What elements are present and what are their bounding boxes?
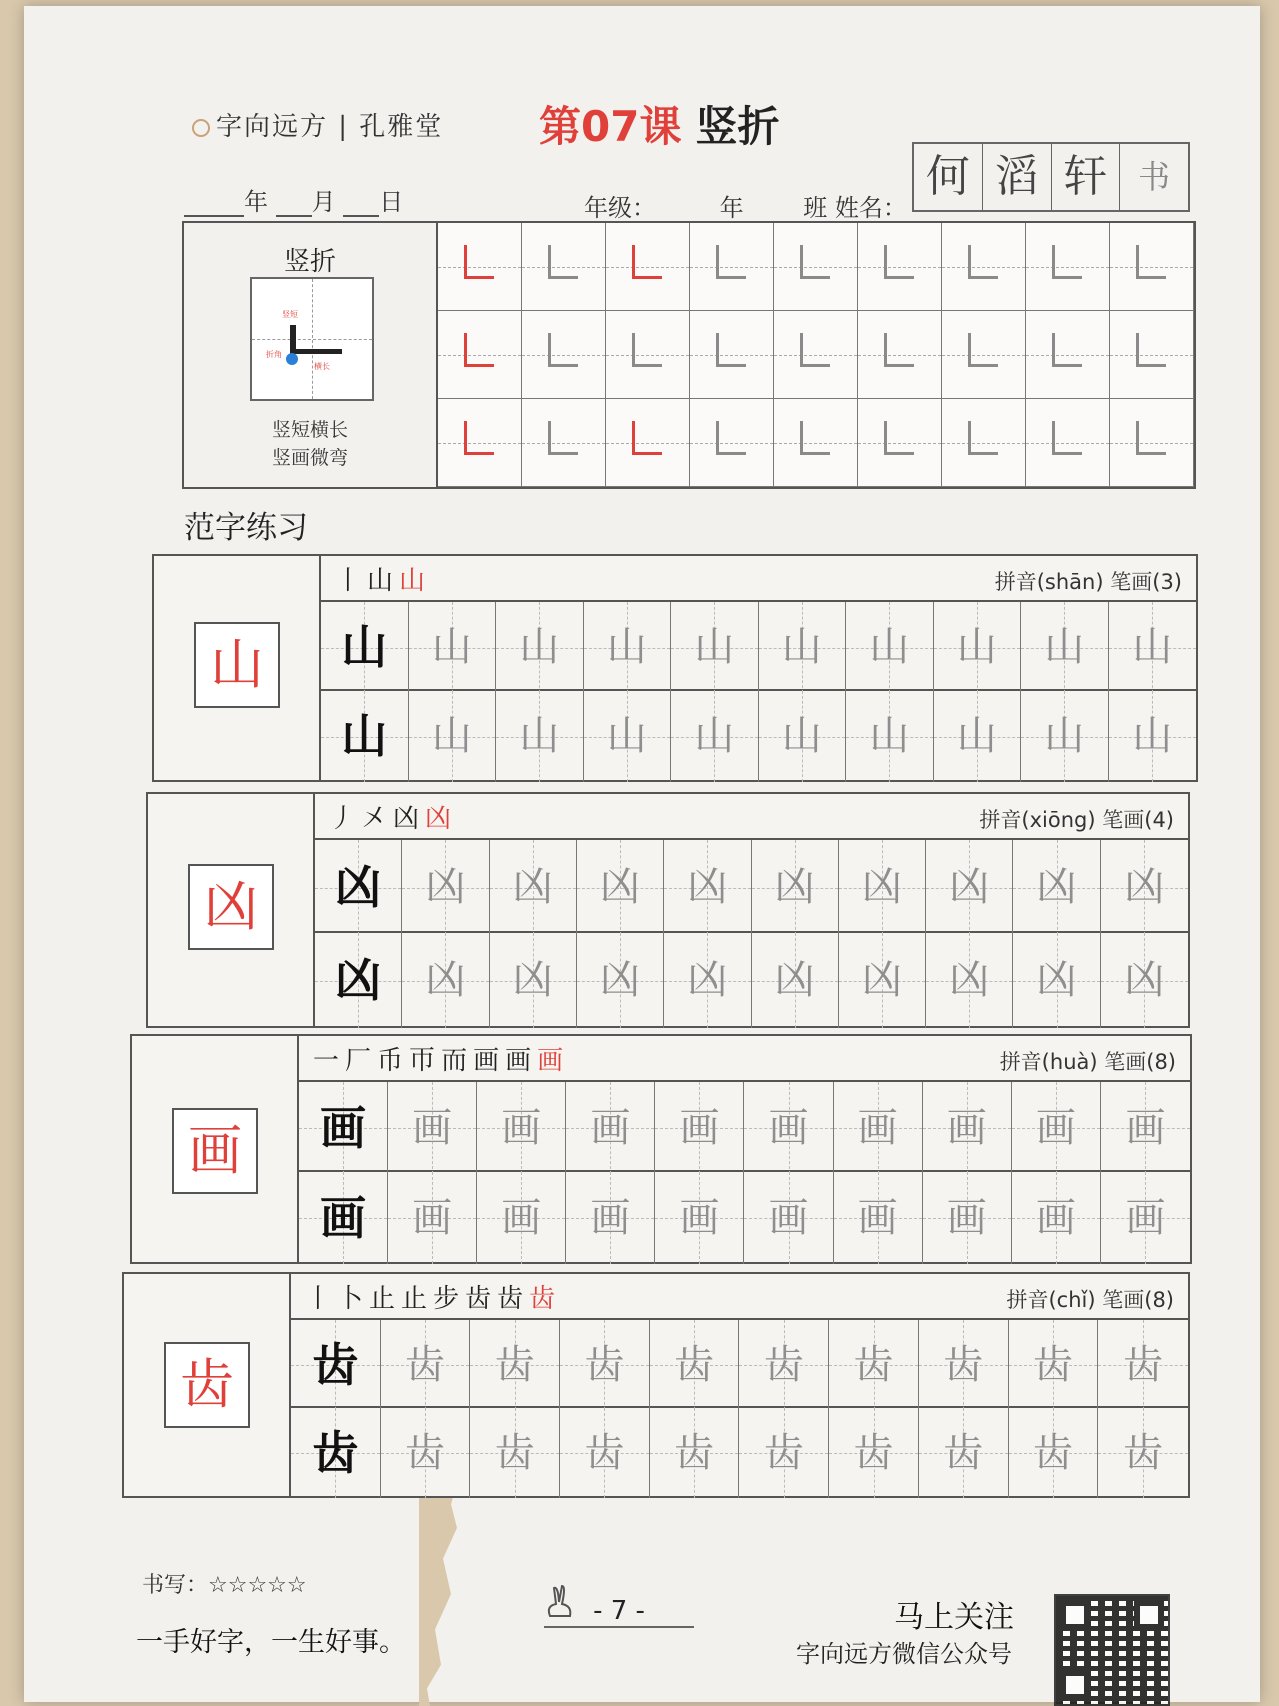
handwritten-char: 画 [679,1105,720,1151]
handwritten-char: 凶 [774,864,815,910]
handwritten-char: 齿 [405,1342,446,1388]
practice-row [291,1320,1188,1408]
practice-cell[interactable] [923,1082,1012,1174]
stroke-cell[interactable] [606,311,690,399]
practice-cell[interactable] [402,840,489,935]
practice-cell[interactable] [1021,691,1109,782]
handwritten-char: 山 [956,624,997,670]
stroke-order-step: 帀 [409,1046,442,1076]
handwritten-char: 凶 [861,957,902,1003]
stroke-cell[interactable] [1026,311,1110,399]
demo-label: 竖短 [282,310,298,319]
practice-cell[interactable] [671,691,759,782]
page-title [539,94,779,154]
stroke-count-label: 笔画(8) [1102,1288,1174,1312]
model-char-cell [315,933,402,1028]
practice-cell[interactable] [402,933,489,1028]
stroke-cell[interactable] [438,311,522,399]
stroke-order-step: 而 [441,1046,474,1076]
practice-cell[interactable] [1013,840,1100,935]
handwritten-char: 齿 [494,1430,535,1476]
model-panel [124,1274,291,1496]
handwritten-char: 山 [606,713,647,759]
stroke-cell[interactable] [522,311,606,399]
name-char: 书 [1138,158,1171,196]
practice-cell[interactable] [1101,1082,1190,1174]
practice-cell[interactable] [655,1082,744,1174]
pinyin-label: 拼音(huà) [999,1050,1098,1074]
handwritten-char: 齿 [1032,1430,1073,1476]
practice-cell[interactable] [381,1320,471,1410]
practice-cell[interactable] [744,1082,833,1174]
handwritten-char: 画 [946,1195,987,1241]
handwritten-char: 凶 [425,864,466,910]
stroke-order-step: 卜 [337,1284,370,1314]
practice-grid [299,1082,1190,1262]
practice-cell[interactable] [655,1172,744,1264]
model-character: 齿 [164,1342,250,1428]
practice-cell[interactable] [839,933,926,1028]
practice-grid [291,1320,1188,1496]
pinyin-label: 拼音(chǐ) [1006,1288,1096,1312]
stroke-order-step: 画 [537,1046,570,1076]
stroke-order-step: 山 [399,566,432,596]
stroke-cell[interactable] [858,223,942,311]
handwritten-char: 山 [694,713,735,759]
practice-cell[interactable] [388,1172,477,1264]
model-char: 凶 [335,953,382,1007]
stroke-cell[interactable] [1110,223,1194,311]
model-char-cell [315,840,402,935]
follow-label: 马上关注 [894,1600,1014,1635]
class-blank[interactable] [751,193,803,223]
handwritten-char: 凶 [861,864,902,910]
practice-cell[interactable] [834,1172,923,1264]
handwritten-char: 山 [431,624,472,670]
practice-cell[interactable] [1101,1172,1190,1264]
handwritten-char: 山 [1044,713,1085,759]
practice-cell[interactable] [934,691,1022,782]
stroke-cell[interactable] [942,223,1026,311]
char-meta [979,804,1174,834]
motto: 一手好字，一生好事。 [136,1627,406,1658]
stroke-order-step: 一 [313,1046,346,1076]
model-char-cell [291,1320,381,1410]
stroke-order-step: 丨 [335,566,368,596]
stroke-demo-grid [250,277,374,401]
practice-cell[interactable] [409,602,497,693]
practice-cell[interactable] [566,1082,655,1174]
handwritten-char: 画 [590,1105,631,1151]
horizontal-stroke [290,349,342,354]
handwritten-char: 凶 [512,864,553,910]
practice-cell[interactable] [752,840,839,935]
model-char-cell [291,1408,381,1498]
stroke-order-step: 币 [377,1046,410,1076]
practice-cell[interactable] [496,602,584,693]
model-character: 山 [194,622,280,708]
practice-cell[interactable] [1101,933,1188,1028]
qr-code-icon[interactable] [1054,1594,1170,1706]
stroke-cell[interactable] [606,223,690,311]
practice-cell[interactable] [1109,602,1197,693]
practice-cell[interactable] [829,1408,919,1498]
handwritten-char: 凶 [600,957,641,1003]
practice-cell[interactable] [846,602,934,693]
handwritten-char: 画 [1125,1105,1166,1151]
stroke-order [335,560,431,597]
model-char: 山 [341,620,388,674]
practice-cell[interactable] [490,933,577,1028]
practice-cell[interactable] [739,1320,829,1410]
handwritten-char: 凶 [687,957,728,1003]
stroke-cell[interactable] [690,311,774,399]
stroke-order-step: 齿 [529,1284,562,1314]
stroke-order-step: 厂 [345,1046,378,1076]
stroke-order [305,1278,561,1315]
handwritten-char: 画 [857,1195,898,1241]
stroke-cell[interactable] [858,399,942,487]
brand-text: 字向远方 | 孔雅堂 [216,112,444,142]
practice-cell[interactable] [650,1408,740,1498]
stroke-cell[interactable] [942,311,1026,399]
character-practice-block [122,1272,1190,1498]
practice-cell[interactable] [923,1172,1012,1264]
handwritten-char: 凶 [425,957,466,1003]
char-meta [1000,1046,1176,1076]
handwritten-char: 凶 [687,864,728,910]
worksheet-page [24,6,1260,1702]
year-label: 年 [244,188,268,216]
practice-cell[interactable] [834,1082,923,1174]
practice-cell[interactable] [560,1408,650,1498]
handwritten-char: 画 [1125,1195,1166,1241]
practice-cell[interactable] [919,1408,1009,1498]
practice-cell[interactable] [490,840,577,935]
stroke-cell[interactable] [522,223,606,311]
stroke-order-step: 凶 [425,804,458,834]
stroke-note: 竖短横长 [271,419,348,441]
grade-year-label: 年 [719,194,744,222]
model-char: 画 [320,1101,367,1155]
handwritten-char: 画 [679,1195,720,1241]
rating-stars[interactable]: 书写：☆☆☆☆☆ [142,1573,307,1598]
stroke-order-step: 齿 [497,1284,530,1314]
practice-cell[interactable] [1101,840,1188,935]
handwritten-char: 画 [768,1195,809,1241]
name-char: 何 [914,144,983,210]
practice-cell[interactable] [759,691,847,782]
practice-cell[interactable] [1021,602,1109,693]
practice-grid [321,602,1196,780]
class-name-label: 班 姓名： [803,194,907,222]
practice-cell[interactable] [926,840,1013,935]
stroke-demo-panel [184,223,438,487]
practice-cell[interactable] [584,602,672,693]
stroke-order-step: 画 [473,1046,506,1076]
handwritten-char: 齿 [763,1342,804,1388]
stroke-cell[interactable] [942,399,1026,487]
character-practice-block [152,554,1198,782]
day-blank[interactable] [343,187,379,217]
wechat-label: 字向远方微信公众号 [796,1640,1012,1668]
practice-row [315,933,1188,1026]
stroke-title: 竖折 [283,247,336,277]
pinyin-label: 拼音(shān) [994,570,1104,594]
practice-cell[interactable] [470,1320,560,1410]
practice-cell[interactable] [664,840,751,935]
model-char: 凶 [335,860,382,914]
practice-cell[interactable] [829,1320,919,1410]
model-character: 画 [172,1108,258,1194]
practice-grid [315,840,1188,1026]
stroke-order-step: 丿 [329,804,362,834]
stroke-order-step: 止 [401,1284,434,1314]
practice-cell[interactable] [381,1408,471,1498]
stroke-cell[interactable] [438,399,522,487]
stroke-count-label: 笔画(8) [1104,1050,1176,1074]
stroke-cell[interactable] [606,399,690,487]
stroke-order-step: 画 [505,1046,538,1076]
model-panel [148,794,315,1026]
handwritten-char: 画 [412,1195,453,1241]
stroke-cell[interactable] [1026,223,1110,311]
practice-cell[interactable] [846,691,934,782]
handwritten-char: 画 [501,1195,542,1241]
month-label: 月 [311,188,336,216]
block-header [291,1274,1188,1320]
stroke-name: 竖折 [695,102,780,151]
stroke-count-label: 笔画(3) [1110,570,1182,594]
page-number: - 7 - [544,1596,694,1628]
practice-cell[interactable] [409,691,497,782]
stroke-practice-panel [182,221,1196,489]
character-practice-block [130,1034,1192,1264]
handwritten-char: 凶 [1124,864,1165,910]
handwritten-char: 山 [1132,624,1173,670]
handwritten-char: 画 [768,1105,809,1151]
handwritten-char: 凶 [774,957,815,1003]
grade-blank[interactable] [664,193,720,223]
stroke-cell[interactable] [1110,311,1194,399]
stroke-note: 竖画微弯 [271,447,348,469]
model-char: 齿 [312,1338,359,1392]
practice-cell[interactable] [1012,1172,1101,1264]
handwritten-char: 山 [1132,713,1173,759]
model-char-cell [299,1082,388,1174]
practice-cell[interactable] [934,602,1022,693]
turn-point-icon [286,353,298,365]
practice-cell[interactable] [388,1082,477,1174]
model-char: 齿 [312,1426,359,1480]
student-name-box[interactable] [912,142,1190,212]
handwritten-char: 山 [694,624,735,670]
handwritten-char: 山 [869,713,910,759]
handwritten-char: 山 [1044,624,1085,670]
practice-row [299,1082,1190,1172]
stroke-cell[interactable] [690,399,774,487]
practice-cell[interactable] [1009,1408,1099,1498]
month-blank[interactable] [276,187,312,217]
handwritten-char: 凶 [1036,957,1077,1003]
practice-cell[interactable] [650,1320,740,1410]
handwritten-char: 凶 [949,864,990,910]
handwritten-char: 画 [501,1105,542,1151]
handwritten-char: 山 [781,624,822,670]
practice-cell[interactable] [560,1320,650,1410]
model-panel [154,556,321,780]
block-header [321,556,1196,602]
practice-cell[interactable] [584,691,672,782]
handwritten-char: 山 [519,713,560,759]
model-char: 山 [341,709,388,763]
practice-cell[interactable] [577,933,664,1028]
handwritten-char: 画 [412,1105,453,1151]
practice-cell[interactable] [1009,1320,1099,1410]
stroke-order-step: 丨 [305,1284,338,1314]
practice-cell[interactable] [839,840,926,935]
practice-cell[interactable] [752,933,839,1028]
handwritten-char: 凶 [600,864,641,910]
model-char-cell [321,602,409,693]
stroke-order-step: 凶 [393,804,426,834]
practice-cell[interactable] [926,933,1013,1028]
pinyin-label: 拼音(xiōng) [979,808,1096,832]
handwritten-char: 凶 [949,957,990,1003]
brand-logo [192,106,443,143]
practice-cell[interactable] [1013,933,1100,1028]
day-label: 日 [379,188,404,216]
practice-cell[interactable] [1012,1082,1101,1174]
date-line [184,182,403,217]
handwritten-char: 凶 [1036,864,1077,910]
handwritten-char: 齿 [1032,1342,1073,1388]
model-char-cell [299,1172,388,1264]
practice-cell[interactable] [919,1320,1009,1410]
practice-cell[interactable] [671,602,759,693]
lesson-number: 第07课 [539,102,682,151]
stroke-cell[interactable] [1110,399,1194,487]
brand-seal-icon [192,119,210,137]
practice-cell[interactable] [566,1172,655,1264]
handwritten-char: 齿 [674,1430,715,1476]
stroke-cell[interactable] [774,223,858,311]
handwritten-char: 齿 [674,1342,715,1388]
handwritten-char: 齿 [763,1430,804,1476]
stroke-cell[interactable] [438,223,522,311]
stroke-cell[interactable] [690,223,774,311]
stroke-order-step: 㐅 [361,804,394,834]
handwritten-char: 山 [519,624,560,670]
stroke-cell[interactable] [774,311,858,399]
practice-cell[interactable] [477,1172,566,1264]
handwritten-char: 齿 [853,1342,894,1388]
handwritten-char: 山 [606,624,647,670]
section-title: 范字练习 [184,510,308,546]
practice-row [291,1408,1188,1496]
stroke-order-step: 止 [369,1284,402,1314]
demo-label: 折角 [266,350,282,359]
handwritten-char: 齿 [943,1342,984,1388]
practice-row [321,691,1196,780]
char-meta [1006,1284,1174,1314]
grade-line [584,188,907,223]
handwritten-char: 凶 [512,957,553,1003]
name-char: 轩 [1052,144,1121,210]
stroke-grid [438,223,1194,487]
model-character: 凶 [188,864,274,950]
name-char: 滔 [983,144,1052,210]
character-practice-block [146,792,1190,1028]
practice-cell[interactable] [1109,691,1197,782]
model-panel [132,1036,299,1262]
handwritten-char: 齿 [1123,1342,1164,1388]
stroke-cell[interactable] [522,399,606,487]
stroke-cell[interactable] [858,311,942,399]
practice-cell[interactable] [1098,1408,1188,1498]
handwritten-char: 画 [1035,1105,1076,1151]
char-meta [995,566,1182,596]
practice-cell[interactable] [577,840,664,935]
practice-row [315,840,1188,933]
handwritten-char: 山 [869,624,910,670]
handwritten-char: 齿 [584,1430,625,1476]
practice-cell[interactable] [744,1172,833,1264]
handwritten-char: 山 [781,713,822,759]
handwritten-char: 齿 [1123,1430,1164,1476]
practice-row [299,1172,1190,1262]
practice-cell[interactable] [759,602,847,693]
practice-cell[interactable] [470,1408,560,1498]
handwritten-char: 齿 [405,1430,446,1476]
handwritten-char: 齿 [853,1430,894,1476]
handwritten-char: 画 [946,1105,987,1151]
model-char: 画 [320,1191,367,1245]
handwritten-char: 山 [956,713,997,759]
stroke-order-step: 齿 [465,1284,498,1314]
practice-cell[interactable] [496,691,584,782]
stroke-order-step: 山 [367,566,400,596]
practice-cell[interactable] [739,1408,829,1498]
practice-cell[interactable] [477,1082,566,1174]
handwritten-char: 山 [431,713,472,759]
handwritten-char: 画 [590,1195,631,1241]
handwritten-char: 画 [857,1105,898,1151]
demo-label: 横长 [314,362,330,371]
stroke-order [329,798,457,835]
handwritten-char: 画 [1035,1195,1076,1241]
stroke-order-step: 步 [433,1284,466,1314]
handwritten-char: 齿 [943,1430,984,1476]
block-header [315,794,1188,840]
handwritten-char: 凶 [1124,957,1165,1003]
stroke-count-label: 笔画(4) [1102,808,1174,832]
model-char-cell [321,691,409,782]
torn-edge [419,1476,459,1706]
grade-label: 年级： [584,194,656,222]
practice-cell[interactable] [664,933,751,1028]
stroke-cell[interactable] [1026,399,1110,487]
practice-row [321,602,1196,691]
stroke-order [313,1040,569,1077]
stroke-cell[interactable] [774,399,858,487]
block-header [299,1036,1190,1082]
handwritten-char: 齿 [584,1342,625,1388]
handwritten-char: 齿 [494,1342,535,1388]
year-blank[interactable] [184,187,244,217]
practice-cell[interactable] [1098,1320,1188,1410]
